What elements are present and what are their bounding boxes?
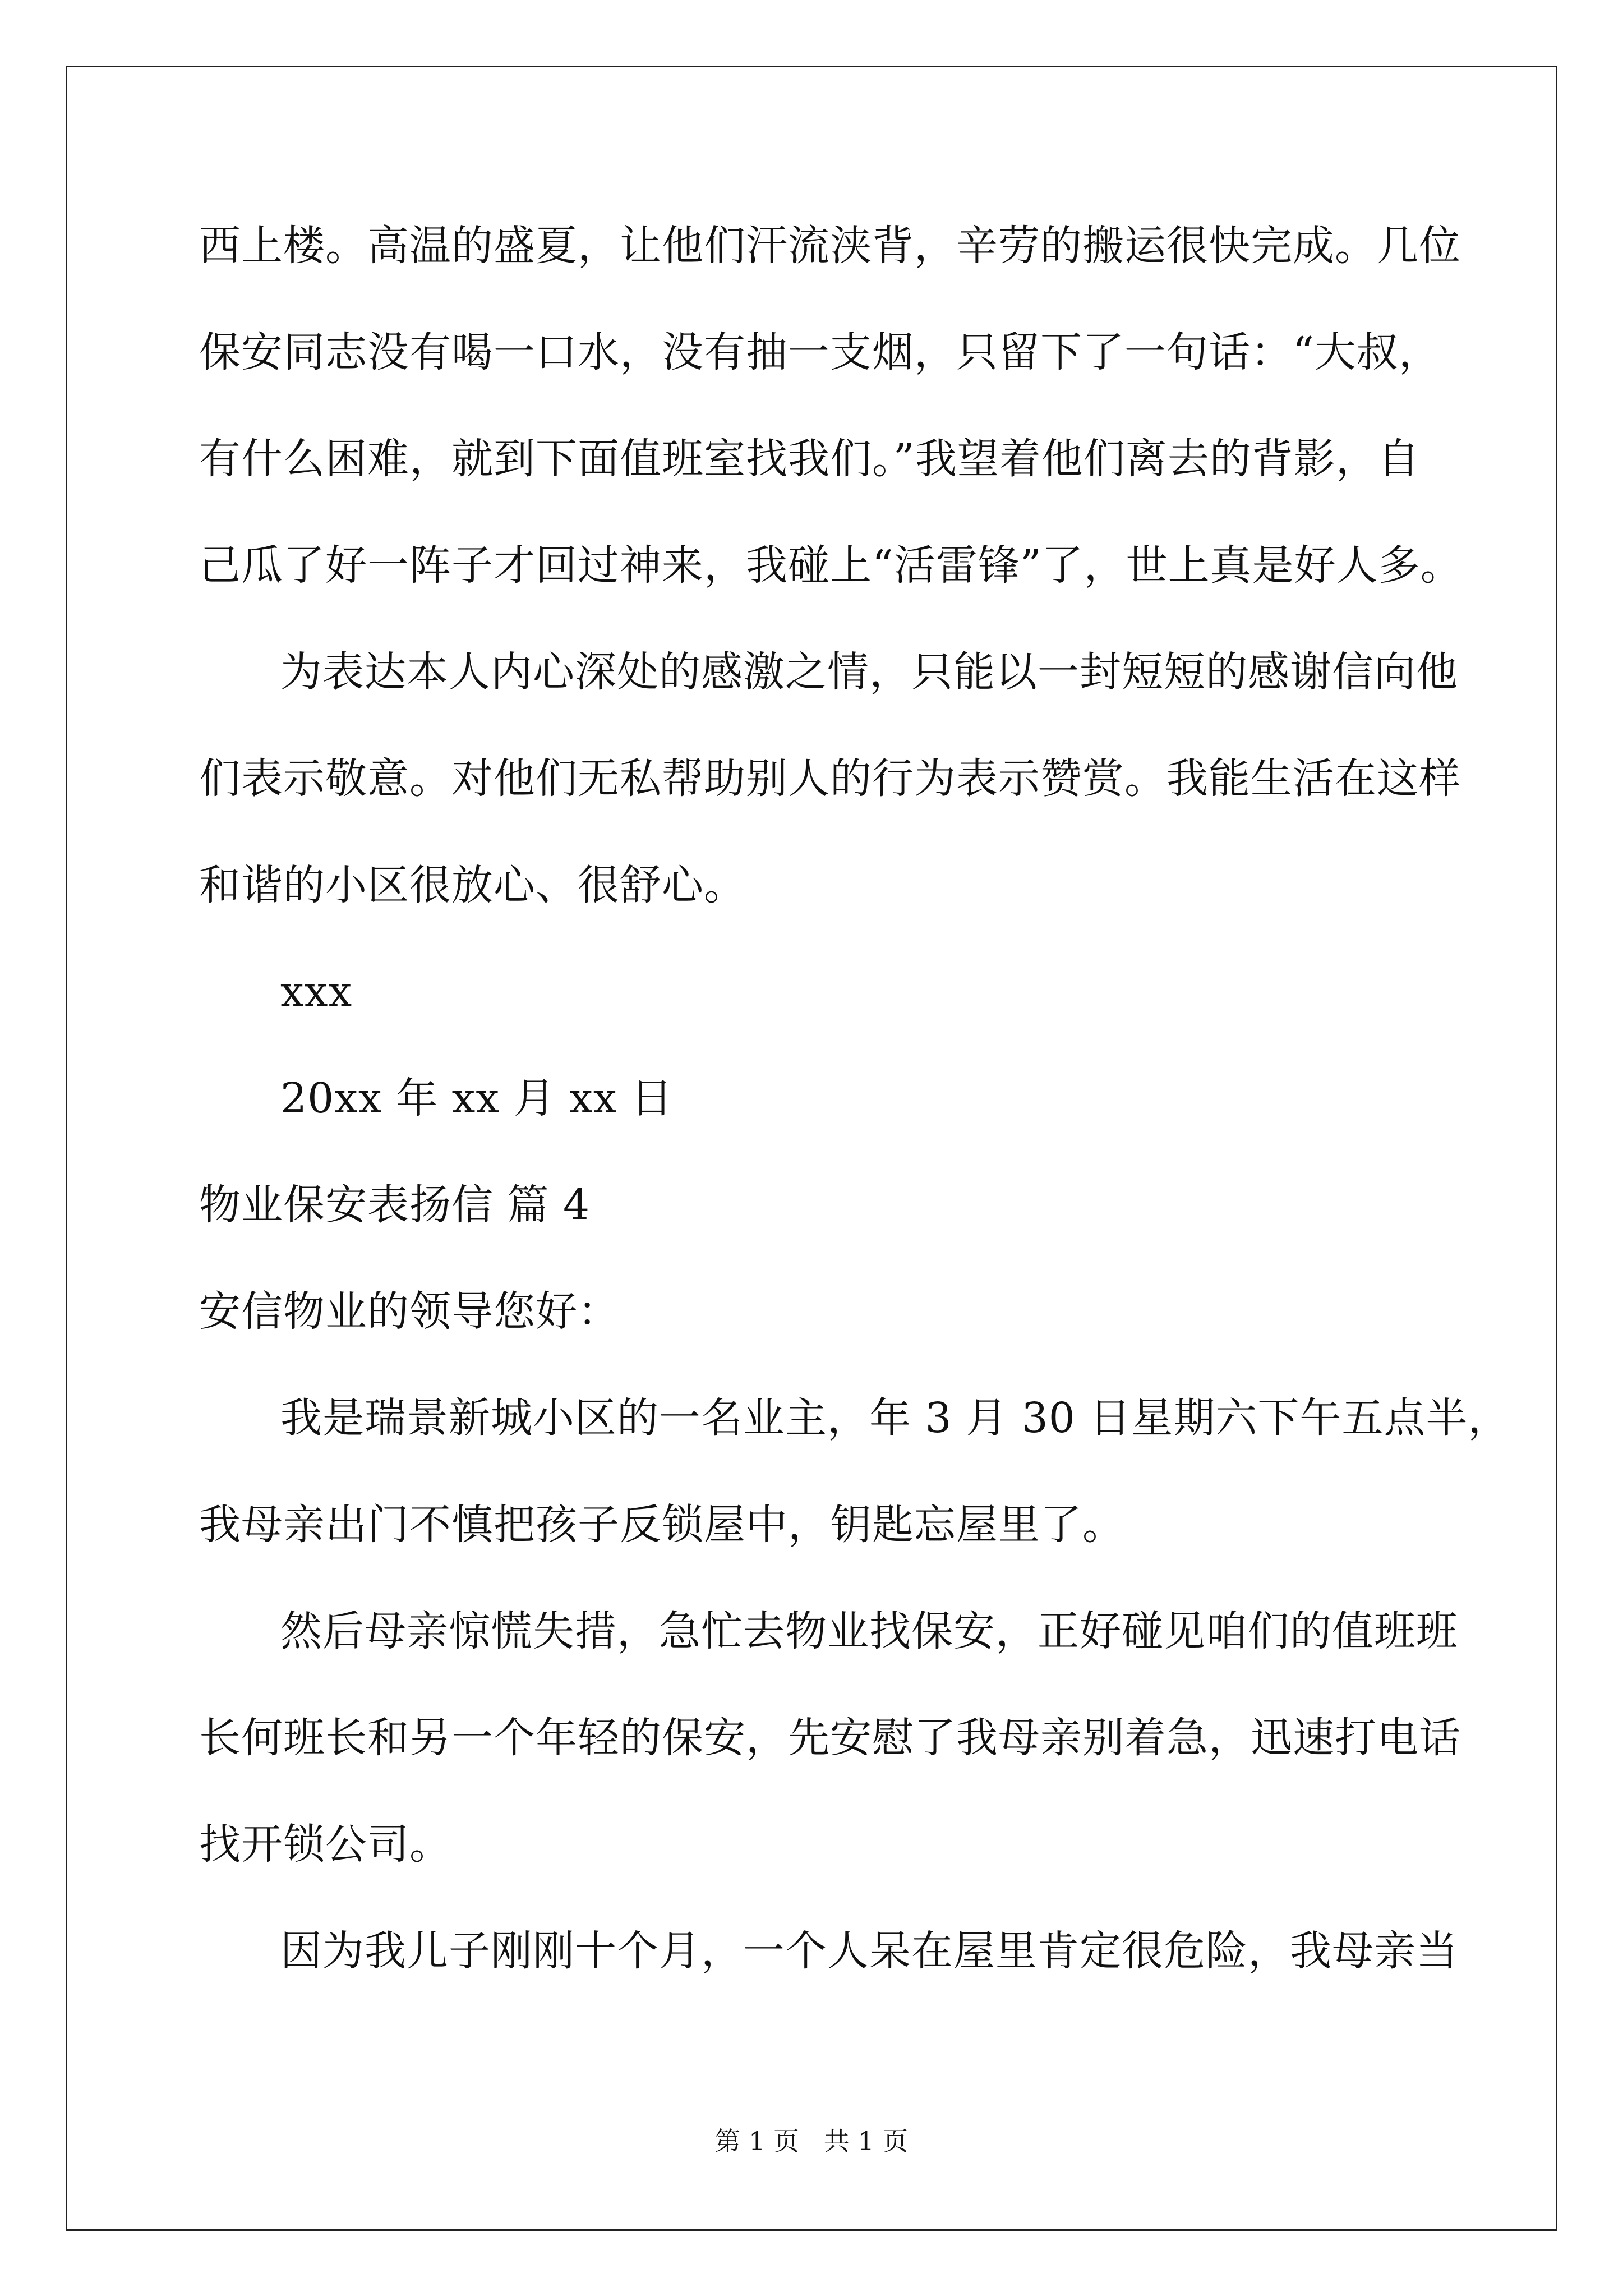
page-footer: 第 1 页 共 1 页 xyxy=(714,2126,909,2156)
salutation: 安信物业的领导您好： xyxy=(199,1287,620,1336)
page-border xyxy=(66,66,1557,2231)
text-line: 为表达本人内心深处的感激之情，只能以一封短短的感谢信向他 xyxy=(280,648,1458,696)
text-line: 西上楼。高温的盛夏，让他们汗流浃背，辛劳的搬运很快完成。几位 xyxy=(199,222,1461,270)
signature-name: xxx xyxy=(280,968,353,1016)
text-line: 己瓜了好一阵子才回过神来，我碰上“活雷锋”了，世上真是好人多。 xyxy=(199,541,1463,590)
text-line: 有什么困难，就到下面值班室找我们。”我望着他们离去的背影，自 xyxy=(199,435,1420,483)
letter-date: 20xx 年 xx 月 xx 日 xyxy=(280,1074,674,1122)
text-line: 们表示敬意。对他们无私帮助别人的行为表示赞赏。我能生活在这样 xyxy=(199,754,1461,803)
text-line: 保安同志没有喝一口水，没有抽一支烟，只留下了一句话：“大叔， xyxy=(199,328,1441,376)
text-line: 我母亲出门不慎把孩子反锁屋中，钥匙忘屋里了。 xyxy=(199,1501,1124,1549)
text-line: 找开锁公司。 xyxy=(199,1820,451,1869)
section-heading: 物业保安表扬信 篇 4 xyxy=(199,1181,591,1229)
text-line: 和谐的小区很放心、很舒心。 xyxy=(199,861,746,909)
text-line: 长何班长和另一个年轻的保安，先安慰了我母亲别着急，迅速打电话 xyxy=(199,1714,1461,1762)
text-line: 因为我儿子刚刚十个月，一个人呆在屋里肯定很危险，我母亲当 xyxy=(280,1927,1458,1975)
text-line: 然后母亲惊慌失措，急忙去物业找保安，正好碰见咱们的值班班 xyxy=(280,1607,1458,1655)
text-line: 我是瑞景新城小区的一名业主，年 3 月 30 日星期六下午五点半， xyxy=(280,1394,1510,1442)
